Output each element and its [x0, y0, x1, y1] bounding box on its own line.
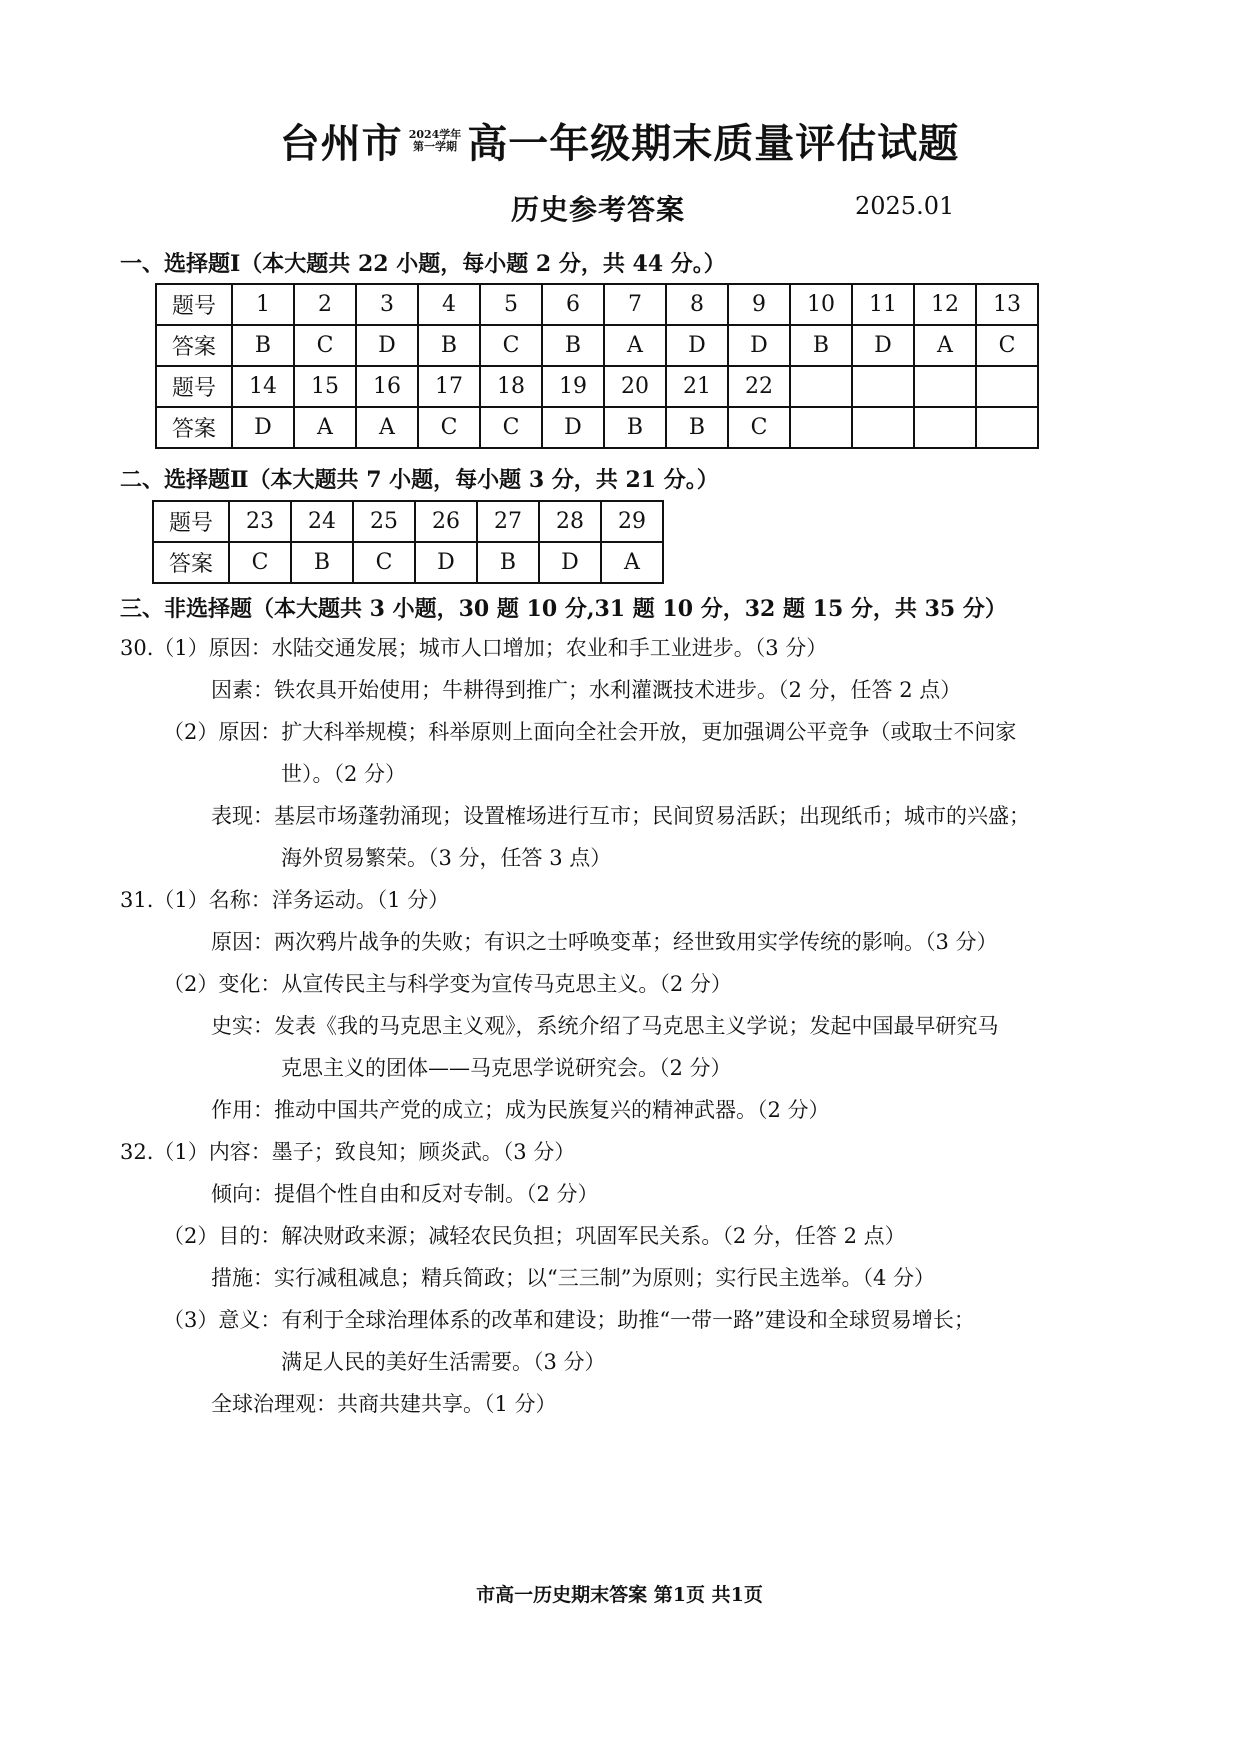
table-cell [914, 407, 976, 448]
table-cell: 27 [477, 501, 539, 542]
table-cell: C [976, 325, 1038, 366]
page-title [0, 112, 1239, 169]
answer-line: （3）意义：有利于全球治理体系的改革和建设；助推“一带一路”建设和全球贸易增长； [163, 1308, 975, 1332]
table-cell: 19 [542, 366, 604, 407]
table-cell: 26 [415, 501, 477, 542]
subtitle-row [0, 188, 1239, 228]
table-cell: D [356, 325, 418, 366]
table-cell: C [229, 542, 291, 583]
table-cell: D [539, 542, 601, 583]
table-cell: 6 [542, 284, 604, 325]
table-cell: 25 [353, 501, 415, 542]
table-cell: 24 [291, 501, 353, 542]
table-cell: 18 [480, 366, 542, 407]
subtitle: 历史参考答案 [511, 193, 686, 226]
table-cell: B [418, 325, 480, 366]
section2-heading: 二、选择题Ⅱ（本大题共 7 小题，每小题 3 分，共 21 分。） [120, 467, 719, 493]
table-cell [976, 407, 1038, 448]
table-cell [976, 366, 1038, 407]
table-cell: 5 [480, 284, 542, 325]
table-cell: C [480, 407, 542, 448]
table-cell: B [477, 542, 539, 583]
table-cell [790, 407, 852, 448]
table-cell: 28 [539, 501, 601, 542]
table-cell [914, 366, 976, 407]
table-cell: D [232, 407, 294, 448]
table-cell [852, 407, 914, 448]
table-cell: C [728, 407, 790, 448]
answer-line: 原因：两次鸦片战争的失败；有识之士呼唤变革；经世致用实学传统的影响。（3 分） [211, 930, 998, 954]
row-label: 答案 [156, 325, 232, 366]
answer-line: 世）。（2 分） [281, 762, 407, 786]
row-label: 题号 [156, 284, 232, 325]
answer-line: 30.（1）原因：水陆交通发展；城市人口增加；农业和手工业进步。（3 分） [120, 636, 828, 660]
table-cell: C [294, 325, 356, 366]
answer-line: 31.（1）名称：洋务运动。（1 分） [120, 888, 450, 912]
table-cell: A [604, 325, 666, 366]
table-cell: B [790, 325, 852, 366]
table-cell: D [415, 542, 477, 583]
table-cell: 13 [976, 284, 1038, 325]
table-row [156, 407, 1038, 448]
answer-line: 因素：铁农具开始使用；牛耕得到推广；水利灌溉技术进步。（2 分，任答 2 点） [211, 678, 962, 702]
answer-line: 克思主义的团体——马克思学说研究会。（2 分） [281, 1056, 732, 1080]
page-footer: 市高一历史期末答案 第1页 共1页 [476, 1584, 763, 1606]
table-cell: A [356, 407, 418, 448]
table-cell: C [418, 407, 480, 448]
answer-line: 措施：实行减租减息；精兵简政；以“三三制”为原则；实行民主选举。（4 分） [211, 1266, 936, 1290]
table-cell: 8 [666, 284, 728, 325]
table-cell: 9 [728, 284, 790, 325]
table-cell: D [852, 325, 914, 366]
table-cell: 15 [294, 366, 356, 407]
answer-line: 倾向：提倡个性自由和反对专制。（2 分） [211, 1182, 599, 1206]
table-cell: B [604, 407, 666, 448]
table-row [153, 542, 663, 583]
title-year-line2: 第一学期 [413, 139, 457, 153]
table-cell: 2 [294, 284, 356, 325]
table-cell: 3 [356, 284, 418, 325]
title-year-stack [409, 129, 462, 153]
table-cell [852, 366, 914, 407]
table-cell: 20 [604, 366, 666, 407]
answer-line: （2）变化：从宣传民主与科学变为宣传马克思主义。（2 分） [163, 972, 732, 996]
table-cell: 29 [601, 501, 663, 542]
table-cell: 22 [728, 366, 790, 407]
row-label: 答案 [153, 542, 229, 583]
section2-answer-table [152, 500, 664, 584]
table-cell: D [666, 325, 728, 366]
row-label: 答案 [156, 407, 232, 448]
table-cell: A [601, 542, 663, 583]
table-cell: 11 [852, 284, 914, 325]
table-cell: B [232, 325, 294, 366]
title-city: 台州市 [279, 120, 403, 167]
table-cell: B [666, 407, 728, 448]
table-cell: B [542, 325, 604, 366]
answer-line: （2）原因：扩大科举规模；科举原则上面向全社会开放，更加强调公平竞争（或取士不问家 [163, 720, 1017, 744]
table-cell: D [542, 407, 604, 448]
answer-line: 全球治理观：共商共建共享。（1 分） [211, 1392, 557, 1416]
table-cell: C [480, 325, 542, 366]
section1-answer-table [155, 283, 1039, 449]
answer-line: 海外贸易繁荣。（3 分，任答 3 点） [281, 846, 612, 870]
table-cell: B [291, 542, 353, 583]
title-rest: 高一年级期末质量评估试题 [467, 120, 960, 167]
answer-line: 满足人民的美好生活需要。（3 分） [281, 1350, 606, 1374]
answer-line: 表现：基层市场蓬勃涌现；设置榷场进行互市；民间贸易活跃；出现纸币；城市的兴盛； [211, 804, 1030, 828]
table-row [156, 325, 1038, 366]
table-cell: 14 [232, 366, 294, 407]
answer-line: 史实：发表《我的马克思主义观》，系统介绍了马克思主义学说；发起中国最早研究马 [211, 1014, 999, 1038]
table-cell: 16 [356, 366, 418, 407]
table-cell: 21 [666, 366, 728, 407]
table-row [153, 501, 663, 542]
table-cell: 23 [229, 501, 291, 542]
table-cell: C [353, 542, 415, 583]
table-cell [790, 366, 852, 407]
row-label: 题号 [153, 501, 229, 542]
table-cell: 7 [604, 284, 666, 325]
row-label: 题号 [156, 366, 232, 407]
section1-heading: 一、选择题Ⅰ（本大题共 22 小题，每小题 2 分，共 44 分。） [120, 251, 726, 277]
title-year-line1: 2024学年 [408, 127, 462, 141]
table-cell: 10 [790, 284, 852, 325]
answer-line: 32.（1）内容：墨子；致良知；顾炎武。（3 分） [120, 1140, 576, 1164]
table-cell: 1 [232, 284, 294, 325]
answer-line: 作用：推动中国共产党的成立；成为民族复兴的精神武器。（2 分） [211, 1098, 830, 1122]
table-cell: 17 [418, 366, 480, 407]
table-row [156, 366, 1038, 407]
table-cell: A [294, 407, 356, 448]
table-cell: D [728, 325, 790, 366]
table-row [156, 284, 1038, 325]
table-cell: A [914, 325, 976, 366]
exam-date: 2025.01 [855, 192, 955, 220]
section3-heading: 三、非选择题（本大题共 3 小题，30 题 10 分,31 题 10 分，32 题 15 分，共 35 分） [120, 596, 1007, 622]
table-cell: 12 [914, 284, 976, 325]
table-cell: 4 [418, 284, 480, 325]
answer-line: （2）目的：解决财政来源；减轻农民负担；巩固军民关系。（2 分，任答 2 点） [163, 1224, 906, 1248]
